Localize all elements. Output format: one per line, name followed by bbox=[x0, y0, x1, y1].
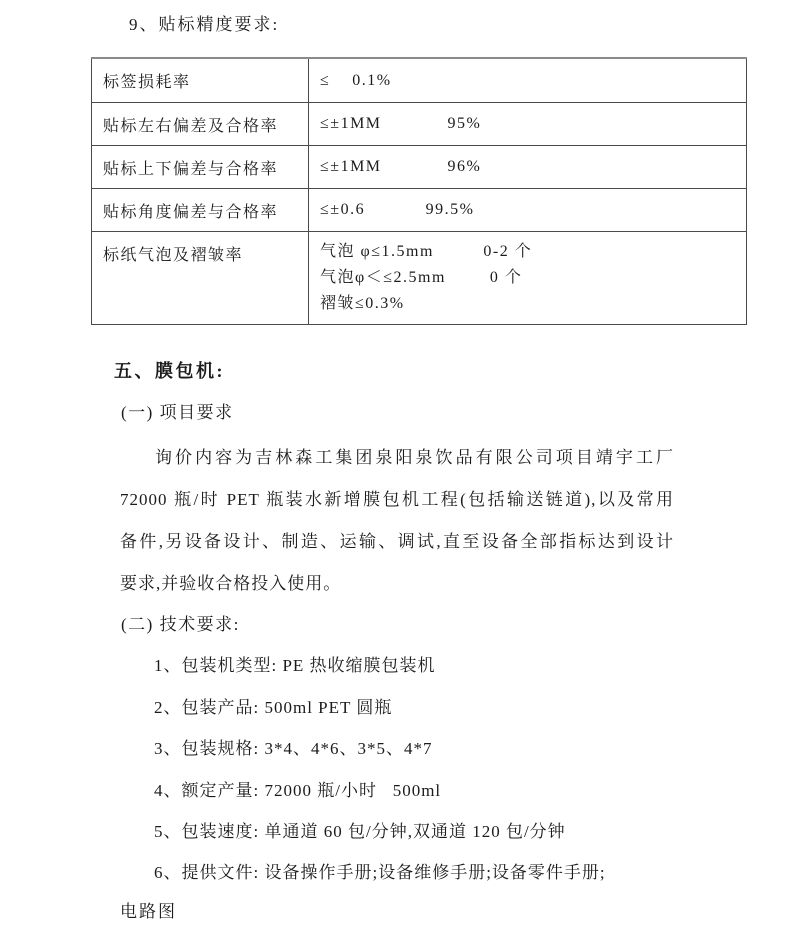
spec-value-line: 褶皱≤0.3% bbox=[320, 295, 405, 312]
subsection-2-heading: (二) 技术要求: bbox=[121, 615, 240, 634]
table-row bbox=[92, 58, 747, 103]
tech-requirement-item: 4、额定产量: 72000 瓶/小时 500ml bbox=[154, 781, 442, 800]
tech-requirement-item: 2、包装产品: 500ml PET 圆瓶 bbox=[154, 698, 393, 717]
spec-value: ≤ 0.1% bbox=[309, 58, 747, 103]
tech-requirement-item: 1、包装机类型: PE 热收缩膜包装机 bbox=[154, 656, 436, 675]
table-row bbox=[92, 103, 747, 146]
table-row bbox=[92, 232, 747, 325]
label-accuracy-heading: 9、贴标精度要求: bbox=[129, 15, 280, 34]
subsection-1-heading: (一) 项目要求 bbox=[121, 403, 234, 422]
spec-label: 贴标左右偏差及合格率 bbox=[92, 103, 309, 146]
table-row bbox=[92, 146, 747, 189]
spec-value: ≤±1MM 95% bbox=[309, 103, 747, 146]
tech-requirement-item: 3、包装规格: 3*4、4*6、3*5、4*7 bbox=[154, 739, 433, 758]
table-row bbox=[92, 189, 747, 232]
section-5-heading: 五、膜包机: bbox=[114, 361, 225, 381]
spec-label: 贴标角度偏差与合格率 bbox=[92, 189, 309, 232]
spec-label: 贴标上下偏差与合格率 bbox=[92, 146, 309, 189]
spec-value-line: 气泡φ＜≤2.5mm 0 个 bbox=[320, 269, 523, 286]
tech-requirement-item: 6、提供文件: 设备操作手册;设备维修手册;设备零件手册; bbox=[154, 863, 606, 882]
spec-label: 标签损耗率 bbox=[92, 58, 309, 103]
spec-label: 标纸气泡及褶皱率 bbox=[92, 232, 309, 325]
label-accuracy-spec-table bbox=[91, 57, 747, 325]
spec-value-line: 气泡 φ≤1.5mm 0-2 个 bbox=[320, 243, 533, 260]
spec-value-multiline bbox=[309, 232, 747, 325]
project-paragraph-line: 询价内容为吉林森工集团泉阳泉饮品有限公司项目靖宇工厂 bbox=[155, 448, 674, 467]
project-paragraph-line: 要求,并验收合格投入使用。 bbox=[120, 574, 342, 593]
project-paragraph-line: 备件,另设备设计、制造、运输、调试,直至设备全部指标达到设计 bbox=[120, 532, 674, 551]
spec-value: ≤±1MM 96% bbox=[309, 146, 747, 189]
tech-requirement-item: 5、包装速度: 单通道 60 包/分钟,双通道 120 包/分钟 bbox=[154, 822, 566, 841]
spec-value: ≤±0.6 99.5% bbox=[309, 189, 747, 232]
tech-requirement-continuation: 电路图 bbox=[120, 902, 177, 921]
project-paragraph-line: 72000 瓶/时 PET 瓶装水新增膜包机工程(包括输送链道),以及常用 bbox=[120, 490, 674, 509]
